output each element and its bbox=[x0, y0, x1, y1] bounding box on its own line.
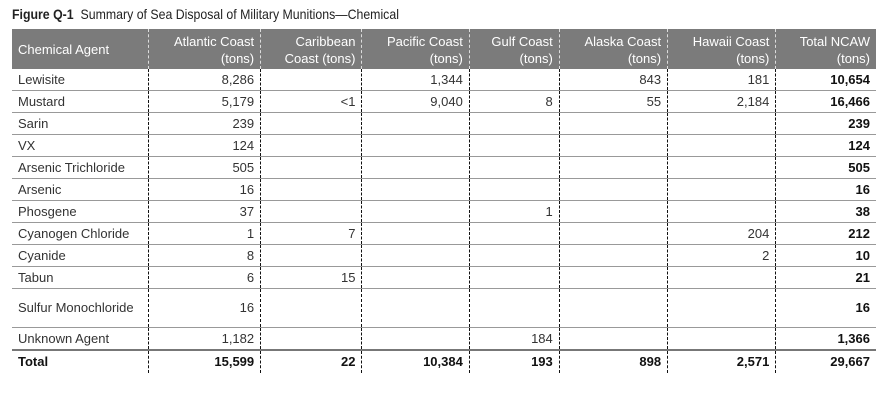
munitions-table bbox=[12, 29, 876, 373]
table-cell bbox=[559, 201, 667, 223]
table-cell: 16 bbox=[776, 289, 876, 328]
table-cell bbox=[668, 289, 776, 328]
table-cell bbox=[559, 267, 667, 289]
table-cell bbox=[261, 179, 362, 201]
header-unit: (tons) bbox=[429, 51, 463, 66]
table-cell bbox=[559, 223, 667, 245]
table-cell bbox=[469, 289, 559, 328]
column-header bbox=[668, 29, 776, 69]
table-row bbox=[12, 179, 876, 201]
table-cell bbox=[668, 201, 776, 223]
table-cell bbox=[668, 135, 776, 157]
table-cell: 204 bbox=[668, 223, 776, 245]
column-header bbox=[559, 29, 667, 69]
header-line: Hawaii Coast bbox=[692, 34, 770, 49]
table-cell: 1,366 bbox=[776, 328, 876, 351]
table-cell: 124 bbox=[148, 135, 261, 157]
table-cell: 10,384 bbox=[362, 350, 469, 373]
header-line: Caribbean bbox=[295, 34, 356, 49]
table-cell: <1 bbox=[261, 91, 362, 113]
header-unit: (tons) bbox=[736, 51, 770, 66]
table-cell bbox=[362, 179, 469, 201]
column-header bbox=[261, 29, 362, 69]
table-cell bbox=[668, 267, 776, 289]
table-cell bbox=[469, 223, 559, 245]
agent-name: Phosgene bbox=[12, 201, 148, 223]
table-cell bbox=[559, 179, 667, 201]
header-line: Alaska Coast bbox=[584, 34, 662, 49]
agent-name: Lewisite bbox=[12, 69, 148, 91]
table-cell bbox=[261, 157, 362, 179]
table-cell bbox=[559, 289, 667, 328]
table-cell: 5,179 bbox=[148, 91, 261, 113]
table-cell bbox=[559, 135, 667, 157]
agent-name: Cyanide bbox=[12, 245, 148, 267]
column-header bbox=[148, 29, 261, 69]
header-line: Total NCAW bbox=[799, 34, 870, 49]
table-row bbox=[12, 135, 876, 157]
header-line: Gulf Coast bbox=[491, 34, 553, 49]
table-cell: 37 bbox=[148, 201, 261, 223]
table-row bbox=[12, 201, 876, 223]
agent-name: Tabun bbox=[12, 267, 148, 289]
table-cell: 2,184 bbox=[668, 91, 776, 113]
table-cell: 55 bbox=[559, 91, 667, 113]
table-cell bbox=[469, 267, 559, 289]
table-cell: 16 bbox=[148, 179, 261, 201]
table-row bbox=[12, 91, 876, 113]
table-cell: 124 bbox=[776, 135, 876, 157]
table-cell bbox=[469, 113, 559, 135]
header-line: Pacific Coast bbox=[386, 34, 463, 49]
table-cell bbox=[362, 245, 469, 267]
table-cell: 898 bbox=[559, 350, 667, 373]
agent-name: Unknown Agent bbox=[12, 328, 148, 351]
column-header bbox=[362, 29, 469, 69]
table-cell: 181 bbox=[668, 69, 776, 91]
header-unit: (tons) bbox=[519, 51, 553, 66]
column-header bbox=[469, 29, 559, 69]
table-cell: 8 bbox=[148, 245, 261, 267]
table-row bbox=[12, 157, 876, 179]
table-cell bbox=[469, 135, 559, 157]
table-cell: 1 bbox=[469, 201, 559, 223]
table-cell: 22 bbox=[261, 350, 362, 373]
table-cell: 8 bbox=[469, 91, 559, 113]
table-cell bbox=[469, 157, 559, 179]
table-cell bbox=[362, 157, 469, 179]
agent-name: VX bbox=[12, 135, 148, 157]
figure-label: Figure Q-1 bbox=[12, 6, 74, 22]
table-cell: 505 bbox=[776, 157, 876, 179]
table-cell: 15 bbox=[261, 267, 362, 289]
table-cell bbox=[362, 223, 469, 245]
table-cell: 1,344 bbox=[362, 69, 469, 91]
table-cell bbox=[261, 328, 362, 351]
table-cell: 16 bbox=[148, 289, 261, 328]
table-row bbox=[12, 289, 876, 328]
table-cell: 843 bbox=[559, 69, 667, 91]
header-unit: Coast (tons) bbox=[284, 51, 356, 66]
table-cell bbox=[261, 245, 362, 267]
table-cell: 193 bbox=[469, 350, 559, 373]
table-cell bbox=[362, 135, 469, 157]
column-header bbox=[12, 29, 148, 69]
table-cell bbox=[362, 289, 469, 328]
header-unit: (tons) bbox=[836, 51, 870, 66]
table-cell bbox=[261, 135, 362, 157]
table-cell: 184 bbox=[469, 328, 559, 351]
agent-name: Sulfur Monochloride bbox=[12, 289, 148, 328]
agent-name: Sarin bbox=[12, 113, 148, 135]
figure-caption: Summary of Sea Disposal of Military Munitions—Chemical bbox=[80, 6, 399, 22]
table-cell bbox=[668, 157, 776, 179]
table-cell: 2,571 bbox=[668, 350, 776, 373]
table-cell bbox=[559, 328, 667, 351]
table-cell: 7 bbox=[261, 223, 362, 245]
table-cell bbox=[261, 113, 362, 135]
table-cell: 10,654 bbox=[776, 69, 876, 91]
table-cell bbox=[469, 69, 559, 91]
table-cell bbox=[261, 201, 362, 223]
table-cell: 1,182 bbox=[148, 328, 261, 351]
table-cell: 38 bbox=[776, 201, 876, 223]
header-line: Chemical Agent bbox=[18, 41, 110, 57]
table-cell: 6 bbox=[148, 267, 261, 289]
agent-name: Arsenic bbox=[12, 179, 148, 201]
table-cell: 10 bbox=[776, 245, 876, 267]
table-cell: 239 bbox=[776, 113, 876, 135]
table-cell: 16,466 bbox=[776, 91, 876, 113]
table-cell: 2 bbox=[668, 245, 776, 267]
table-cell bbox=[559, 157, 667, 179]
table-cell: 15,599 bbox=[148, 350, 261, 373]
header-unit: (tons) bbox=[220, 51, 255, 66]
table-cell bbox=[668, 328, 776, 351]
table-cell bbox=[469, 245, 559, 267]
table-cell: 239 bbox=[148, 113, 261, 135]
table-cell: 16 bbox=[776, 179, 876, 201]
total-row bbox=[12, 350, 876, 373]
table-row bbox=[12, 267, 876, 289]
table-cell bbox=[362, 328, 469, 351]
table-cell bbox=[261, 69, 362, 91]
agent-name: Arsenic Trichloride bbox=[12, 157, 148, 179]
header-line: Atlantic Coast bbox=[173, 34, 255, 49]
table-cell: 1 bbox=[148, 223, 261, 245]
table-row bbox=[12, 113, 876, 135]
table-cell: 8,286 bbox=[148, 69, 261, 91]
table-cell: 29,667 bbox=[776, 350, 876, 373]
table-cell: 9,040 bbox=[362, 91, 469, 113]
table-cell bbox=[469, 179, 559, 201]
figure-title bbox=[12, 6, 399, 22]
table-cell bbox=[362, 113, 469, 135]
table-row bbox=[12, 69, 876, 91]
table-row bbox=[12, 245, 876, 267]
agent-name: Cyanogen Chloride bbox=[12, 223, 148, 245]
table-cell bbox=[668, 113, 776, 135]
header-row bbox=[12, 29, 876, 69]
table-cell bbox=[559, 245, 667, 267]
header-unit: (tons) bbox=[627, 51, 662, 66]
table-cell: 212 bbox=[776, 223, 876, 245]
table-cell bbox=[668, 179, 776, 201]
table-cell: 21 bbox=[776, 267, 876, 289]
table-cell: 505 bbox=[148, 157, 261, 179]
table-row bbox=[12, 328, 876, 351]
table-cell bbox=[559, 113, 667, 135]
table-cell bbox=[362, 201, 469, 223]
column-header bbox=[776, 29, 876, 69]
table-cell bbox=[362, 267, 469, 289]
table-cell bbox=[261, 289, 362, 328]
agent-name: Mustard bbox=[12, 91, 148, 113]
table-row bbox=[12, 223, 876, 245]
agent-name: Total bbox=[12, 350, 148, 373]
